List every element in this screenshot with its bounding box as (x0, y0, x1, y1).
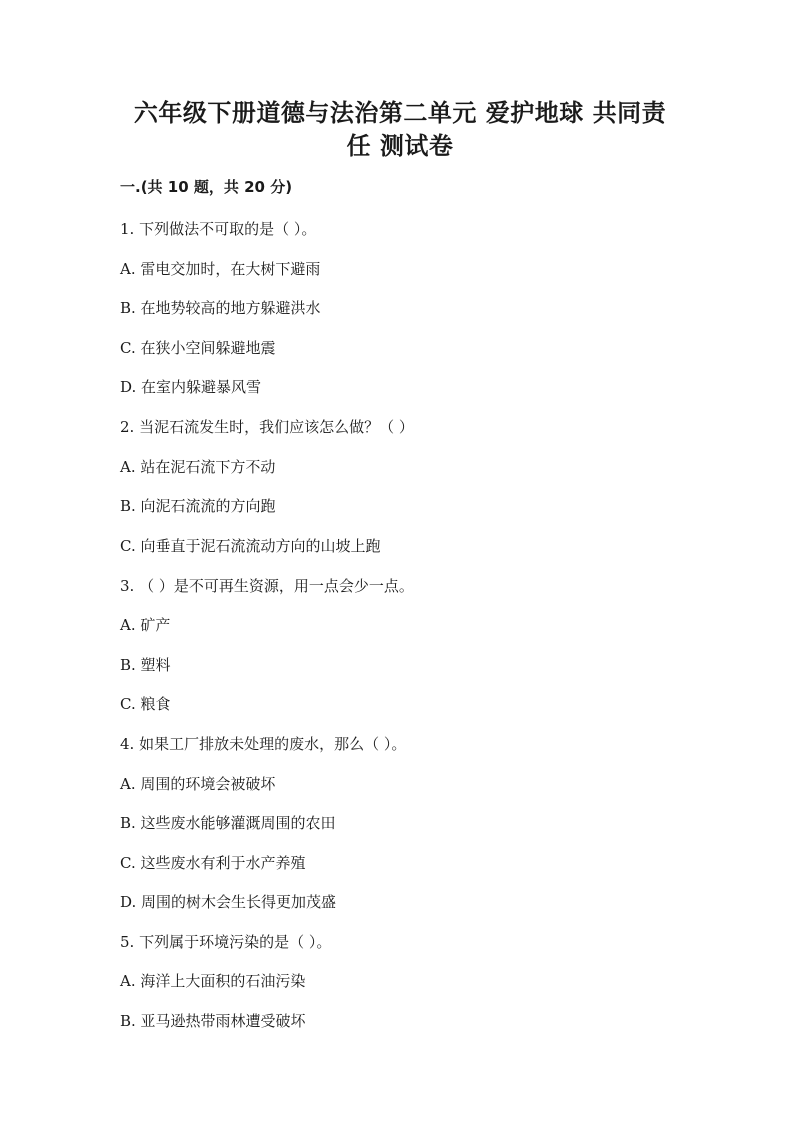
question-3-option-c: C. 粮食 (120, 695, 171, 713)
question-3: 3. （ ）是不可再生资源，用一点会少一点。 (120, 577, 414, 595)
question-4-option-a: A. 周围的环境会被破坏 (120, 775, 276, 793)
question-5-option-b: B. 亚马逊热带雨林遭受破坏 (120, 1012, 306, 1030)
question-4-option-b: B. 这些废水能够灌溉周围的农田 (120, 814, 336, 832)
question-5-option-a: A. 海洋上大面积的石油污染 (120, 972, 306, 990)
question-3-option-b: B. 塑料 (120, 656, 171, 674)
question-1: 1. 下列做法不可取的是（ ）。 (120, 220, 317, 238)
question-4-option-d: D. 周围的树木会生长得更加茂盛 (120, 893, 337, 911)
page-title-line-2: 任 测试卷 (346, 132, 454, 160)
question-1-option-c: C. 在狭小空间躲避地震 (120, 339, 276, 357)
question-2-option-b: B. 向泥石流流的方向跑 (120, 497, 276, 515)
question-2-option-c: C. 向垂直于泥石流流动方向的山坡上跑 (120, 537, 381, 555)
question-5: 5. 下列属于环境污染的是（ ）。 (120, 933, 332, 951)
question-1-option-a: A. 雷电交加时，在大树下避雨 (120, 260, 321, 278)
section-header: 一.(共 10 题，共 20 分) (120, 178, 293, 196)
page-title-line-1: 六年级下册道德与法治第二单元 爱护地球 共同责 (133, 99, 667, 127)
question-4: 4. 如果工厂排放未处理的废水，那么（ ）。 (120, 735, 407, 753)
question-3-option-a: A. 矿产 (120, 616, 171, 634)
question-2-option-a: A. 站在泥石流下方不动 (120, 458, 276, 476)
question-1-option-b: B. 在地势较高的地方躲避洪水 (120, 299, 321, 317)
question-4-option-c: C. 这些废水有利于水产养殖 (120, 854, 306, 872)
question-1-option-d: D. 在室内躲避暴风雪 (120, 378, 262, 396)
question-2: 2. 当泥石流发生时，我们应该怎么做？（ ） (120, 418, 414, 436)
